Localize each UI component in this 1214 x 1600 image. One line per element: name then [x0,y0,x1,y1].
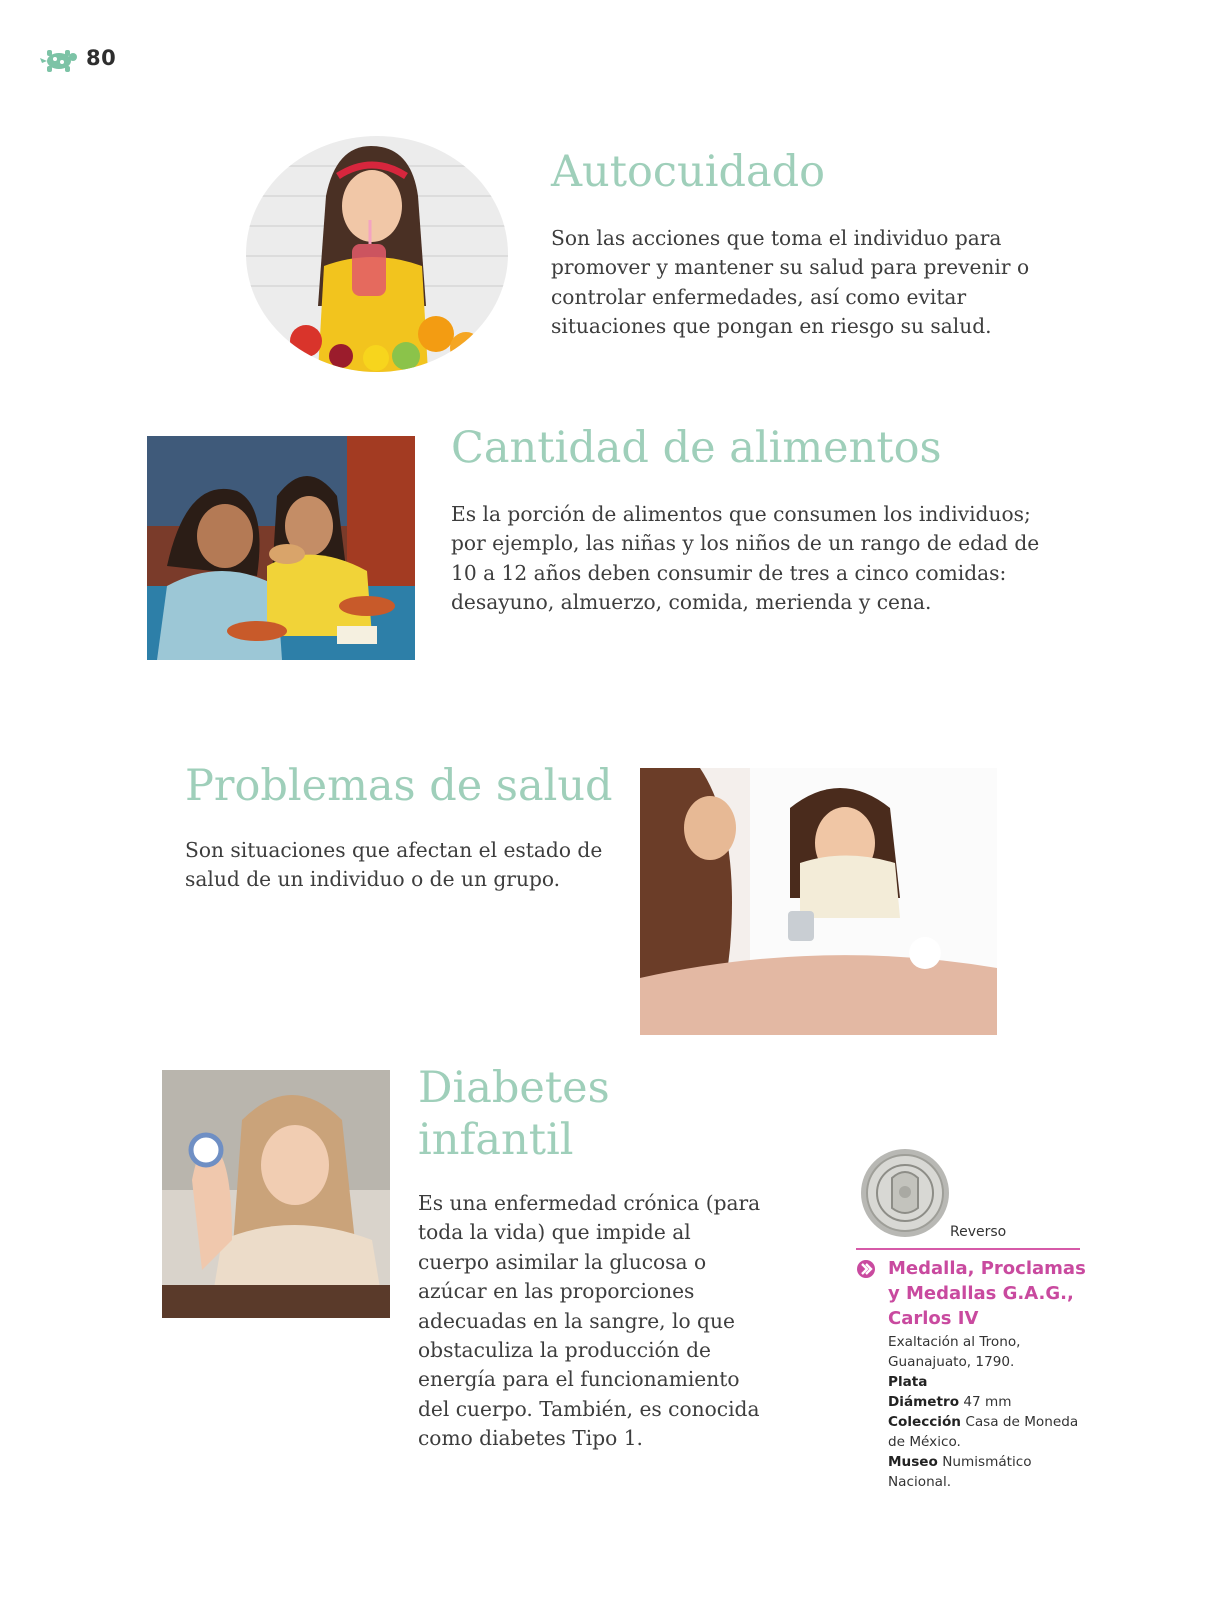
caption-divider [856,1248,1080,1250]
title-line-1: Diabetes [418,1063,610,1113]
turtle-icon [38,46,80,74]
girl-drinking-juice-photo [246,136,508,372]
title-line-2: infantil [418,1115,574,1165]
girl-with-glucose-sensor-photo [162,1070,390,1318]
collection-value: Casa de Moneda de México. [888,1414,1079,1450]
diameter-label: Diámetro [888,1394,960,1410]
chevron-right-icon [856,1259,876,1279]
section-text-cantidad-de-alimentos: Es la porción de alimentos que consumen los individuos; por ejemplo, las niñas y los niños de un rango de edad de 10 a 12 años deben consumir de tres a cinco comidas: desayuno, almuerzo, comida, merienda y cena. [451,502,1040,615]
section-title-cantidad-de-alimentos: Cantidad de alimentos [451,423,942,473]
medal-side-label: Reverso [950,1224,1007,1240]
section-title-diabetes-infantil [418,1062,610,1166]
section-text-autocuidado: Son las acciones que toma el individuo para promover y mantener su salud para prevenir o controlar enfermedades, así como evitar situaciones que pongan en riesgo su salud. [551,226,1030,339]
section-title-problemas-de-salud: Problemas de salud [185,761,613,811]
section-title-autocuidado: Autocuidado [551,147,826,197]
museum-label: Museo [888,1454,938,1470]
sick-girl-in-bed-photo [640,768,997,1035]
silver-medal-image [860,1148,950,1238]
diameter-value: 47 mm [963,1394,1012,1410]
kids-eating-photo [147,436,415,660]
collection-label: Colección [888,1414,961,1430]
page-number: 80 [86,46,117,70]
medal-occasion: Exaltación al Trono, Guanajuato, 1790. [888,1334,1021,1370]
section-text-problemas-de-salud: Son situaciones que afectan el estado de salud de un individuo o de un grupo. [185,838,603,892]
section-text-diabetes-infantil: Es una enfermedad crónica (para toda la vida) que impide al cuerpo asimilar la glucosa o azúcar en las proporciones adecuadas en la sangre, lo que obstaculiza la producción de energía para el funcionamiento del cuerpo. También, es conocida como diabetes Tipo 1. [418,1191,761,1451]
medal-title: Medalla, Proclamas y Medallas G.A.G., Carlos IV [888,1258,1086,1329]
museum-value: Numismático Nacional. [888,1454,1032,1490]
medal-material: Plata [888,1374,928,1390]
medal-details [888,1332,1088,1492]
